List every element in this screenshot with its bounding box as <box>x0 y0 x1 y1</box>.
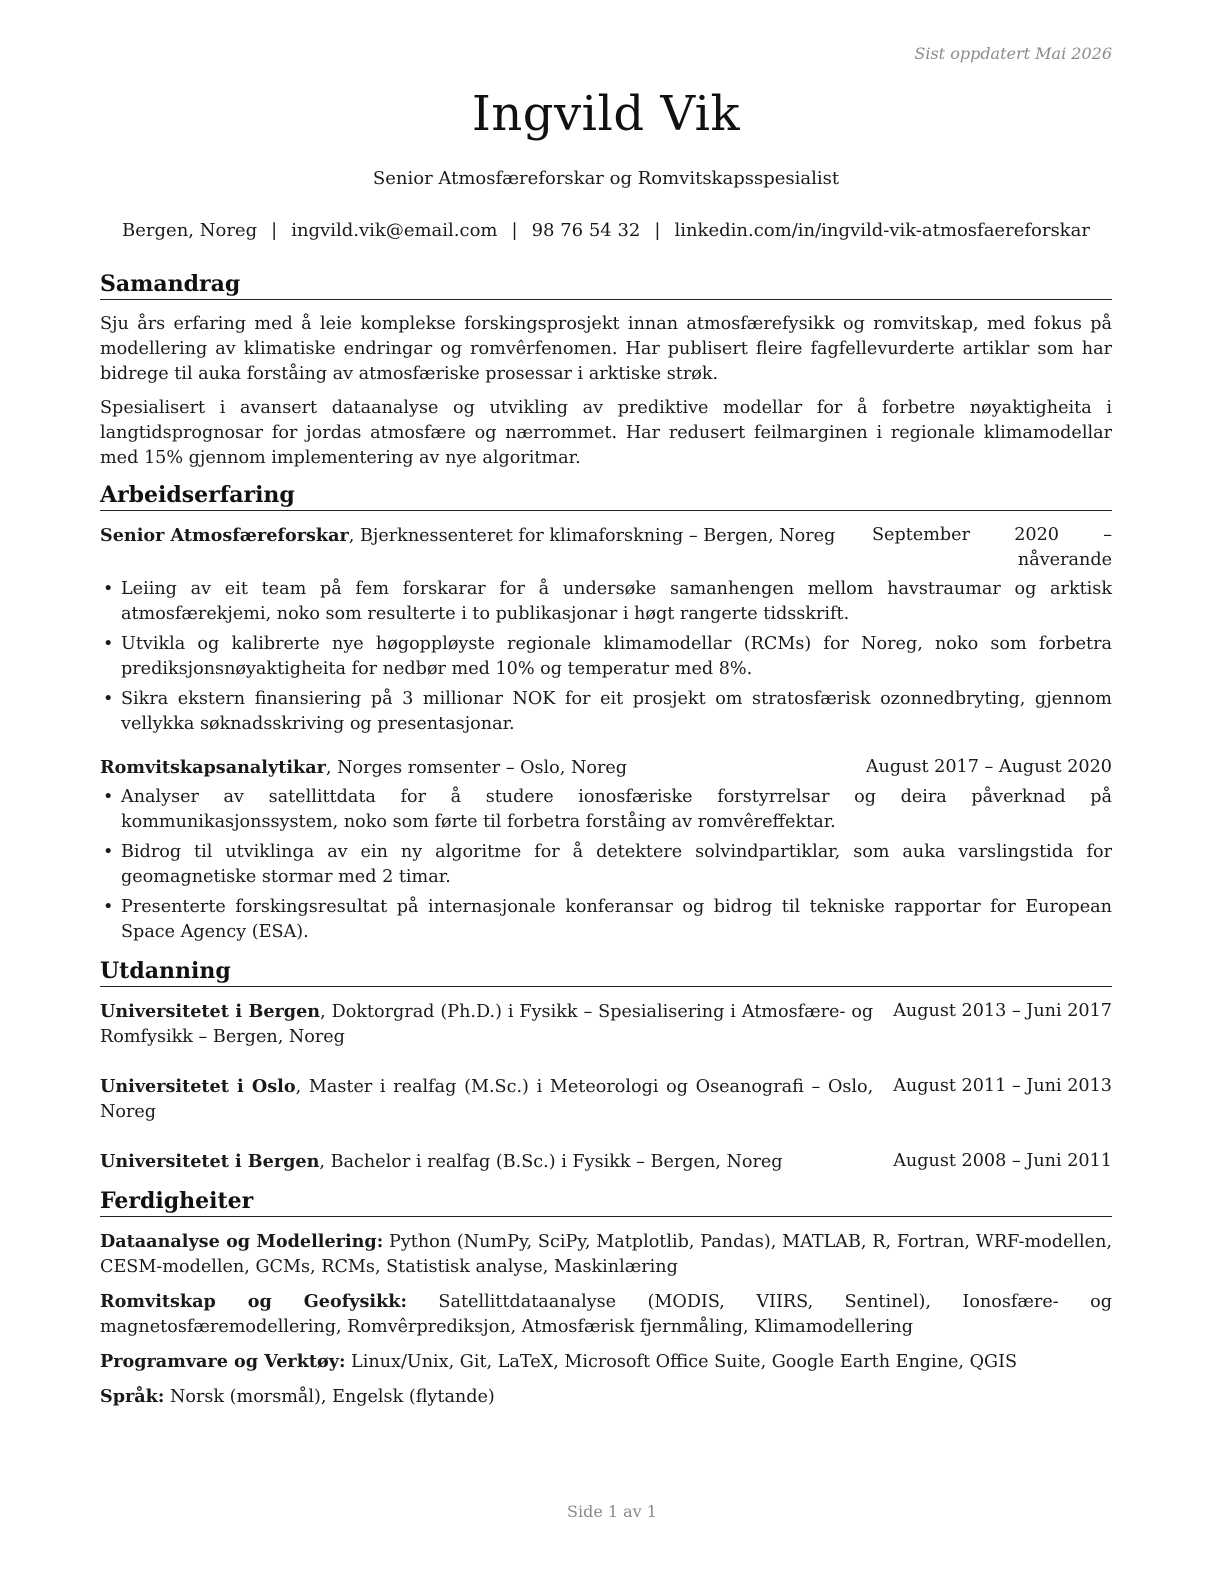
skill-value: Python (NumPy, SciPy, Matplotlib, Pandas), MATLAB, R, Fortran, WRF-modellen, CESM-modellen, GCMs, RCMs, Statistisk analyse, Maskinlæring <box>100 1232 1112 1277</box>
list-item: • Utvikla og kalibrerte nye høgoppløyste regionale klimamodellar (RCMs) for Noreg, noko som forbetra prediksjonsnøyaktigheita for nedbør med 10% og temperatur med 8%. <box>100 632 1112 682</box>
resume-content <box>100 270 1112 1420</box>
skill-row <box>100 1349 1112 1375</box>
contact-separator: | <box>511 220 518 241</box>
contact-separator: | <box>271 220 278 241</box>
skill-label: Dataanalyse og Modellering: <box>100 1231 384 1252</box>
page-number: Side 1 av 1 <box>567 1502 657 1521</box>
section-title-summary: Samandrag <box>100 270 1112 300</box>
section-title-skills: Ferdigheiter <box>100 1187 1112 1217</box>
contact-linkedin: linkedin.com/in/ingvild-vik-atmosfaereforskar <box>674 220 1090 241</box>
skill-row <box>100 1384 1112 1410</box>
contact-email: ingvild.vik@email.com <box>291 220 498 241</box>
candidate-title: Senior Atmosfæreforskar og Romvitskapsspesialist <box>372 168 840 189</box>
skill-label: Språk: <box>100 1386 165 1407</box>
skill-row <box>100 1289 1112 1340</box>
job-header <box>100 523 1112 573</box>
job-org: , Bjerknessenteret for klimaforskning – Bergen, Noreg <box>348 526 836 546</box>
summary-section <box>100 270 1112 471</box>
skill-label: Romvitskap og Geofysikk: <box>100 1291 407 1312</box>
job-dates: September 2020 – nåverande <box>872 525 1112 570</box>
education-section <box>100 957 1112 1175</box>
skill-value: Norsk (morsmål), Engelsk (flytande) <box>164 1387 495 1407</box>
job-bullets <box>100 785 1112 945</box>
education-dates: August 2008 – Juni 2011 <box>893 1151 1112 1171</box>
job-role: Romvitskapsanalytikar <box>100 757 326 778</box>
education-dates: August 2013 – Juni 2017 <box>893 1001 1112 1021</box>
job-org: , Norges romsenter – Oslo, Noreg <box>325 758 628 778</box>
list-item: • Sikra ekstern finansiering på 3 millionar NOK for eit prosjekt om stratosfærisk ozonnedbryting, gjennom vellykka søknadsskriving og presentasjonar. <box>100 687 1112 737</box>
school-name: Universitetet i Oslo <box>100 1076 296 1097</box>
skills-section <box>100 1187 1112 1410</box>
education-entry <box>100 1074 1112 1125</box>
education-entry <box>100 999 1112 1050</box>
job-bullets <box>100 577 1112 737</box>
contact-location: Bergen, Noreg <box>122 220 258 241</box>
education-entry <box>100 1149 1112 1175</box>
skill-label: Programvare og Verktøy: <box>100 1351 346 1372</box>
last-updated: Sist oppdatert Mai 2026 <box>914 44 1112 63</box>
section-title-education: Utdanning <box>100 957 1112 987</box>
list-item: • Analyser av satellittdata for å studere ionosfæriske forstyrrelsar og deira påverknad på kommunikasjonssystem, noko som førte til forbetra forståing av romvêreffektar. <box>100 785 1112 835</box>
education-dates: August 2011 – Juni 2013 <box>893 1076 1112 1096</box>
job-dates: August 2017 – August 2020 <box>865 757 1112 777</box>
list-item: • Bidrog til utviklinga av ein ny algoritme for å detektere solvindpartiklar, som auka varslingstida for geomagnetiske stormar med 2 timar. <box>100 840 1112 890</box>
skill-value: Satellittdataanalyse (MODIS, VIIRS, Sentinel), Ionosfære- og magnetosfæremodellering, Romvêrprediksjon, Atmosfærisk fjernmåling, Klimamodellering <box>100 1292 1112 1337</box>
contact-phone: 98 76 54 32 <box>531 220 641 241</box>
degree-detail: , Doktorgrad (Ph.D.) i Fysikk – Spesialisering i Atmosfære- og Romfysikk – Bergen, Noreg <box>100 1002 874 1047</box>
school-name: Universitetet i Bergen <box>100 1001 321 1022</box>
degree-detail: , Bachelor i realfag (B.Sc.) i Fysikk – Bergen, Noreg <box>319 1152 783 1172</box>
skill-value: Linux/Unix, Git, LaTeX, Microsoft Office Suite, Google Earth Engine, QGIS <box>345 1352 1018 1372</box>
job-header <box>100 755 1112 781</box>
contact-separator: | <box>654 220 661 241</box>
skill-row <box>100 1229 1112 1280</box>
candidate-name: Ingvild Vik <box>471 86 741 142</box>
contact-line <box>100 220 1112 241</box>
list-item: • Leiing av eit team på fem forskarar for å undersøke samanhengen mellom havstraumar og arktisk atmosfærekjemi, noko som resulterte i to publikasjonar i høgt rangerte tidsskrift. <box>100 577 1112 627</box>
job-role: Senior Atmosfæreforskar <box>100 525 349 546</box>
summary-paragraph: Spesialisert i avansert dataanalyse og utvikling av prediktive modellar for å forbetre nøyaktigheita i langtidsprognosar for jordas atmosfære og nærrommet. Har redusert feilmarginen i regionale klimamodellar med 15% gjennom implementering av nye algoritmar. <box>100 398 1112 468</box>
section-title-experience: Arbeidserfaring <box>100 481 1112 511</box>
degree-detail: , Master i realfag (M.Sc.) i Meteorologi og Oseanografi – Oslo, Noreg <box>100 1077 874 1122</box>
experience-section <box>100 481 1112 945</box>
school-name: Universitetet i Bergen <box>100 1151 320 1172</box>
list-item: • Presenterte forskingsresultat på internasjonale konferansar og bidrog til tekniske rapportar for European Space Agency (ESA). <box>100 895 1112 945</box>
summary-paragraph: Sju års erfaring med å leie komplekse forskingsprosjekt innan atmosfærefysikk og romvitskap, med fokus på modellering av klimatiske endringar og romvêrfenomen. Har publisert fleire fagfellevurderte artiklar som har bidrege til auka forståing av atmosfæriske prosessar i arktiske strøk. <box>100 314 1112 384</box>
